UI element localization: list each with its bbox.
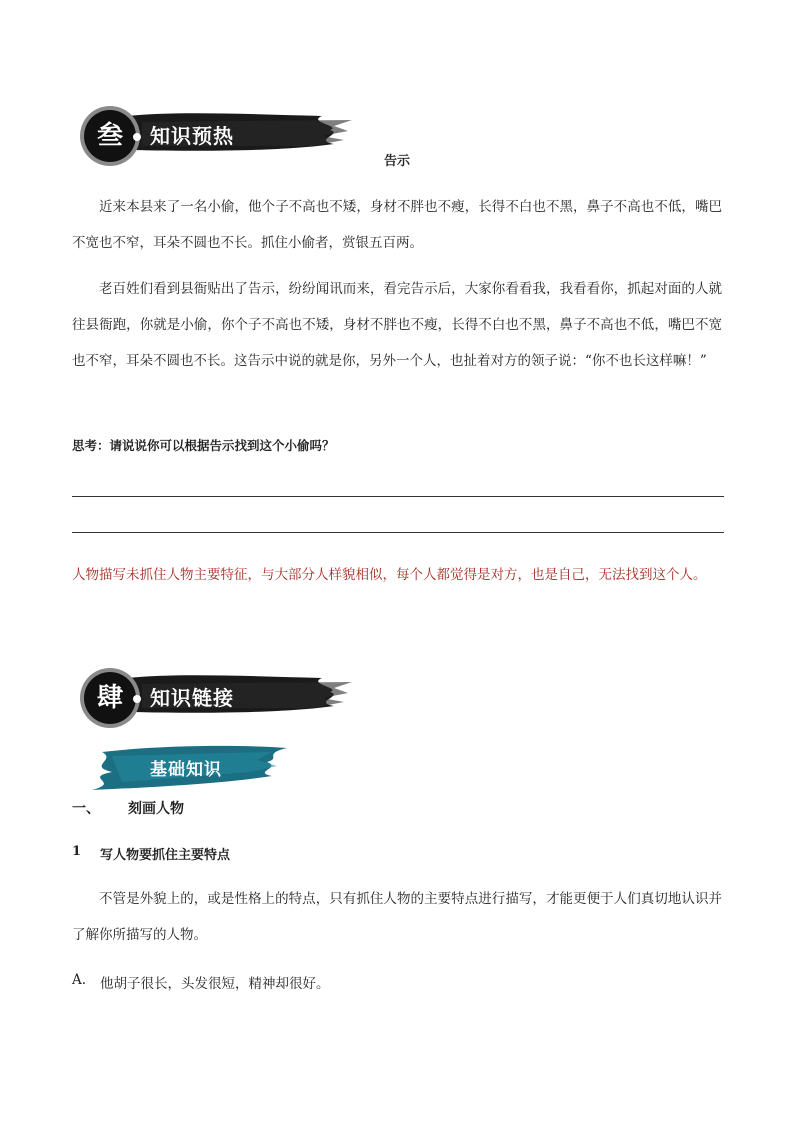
- section-number: 肆: [96, 683, 123, 713]
- heading-number: 1: [72, 844, 82, 859]
- section-title: 知识预热: [150, 124, 234, 148]
- option-text: 他胡子很长，头发很短，精神却很好。: [100, 976, 330, 992]
- section-banner-4: [72, 662, 352, 732]
- basic-knowledge-label: 基础知识: [150, 760, 222, 780]
- answer-line-2: [72, 532, 724, 533]
- answer-text: 人物描写未抓住人物主要特征，与大部分人样貌相似，每个人都觉得是对方，也是自己，无法找到这个人。: [72, 567, 707, 583]
- section-title: 知识链接: [150, 686, 234, 710]
- notice-paragraph-1: 近来本县来了一名小偷，他个子不高也不矮，身材不胖也不瘦，长得不白也不黑，鼻子不高也不低，嘴巴不宽也不窄，耳朵不圆也不长。抓住小偷者，赏银五百两。: [72, 199, 722, 251]
- notice-paragraph-2: 老百姓们看到县衙贴出了告示，纷纷闻讯而来，看完告示后，大家你看看我，我看看你，抓起对面的人就往县衙跑，你就是小偷，你个子不高也不矮，身材不胖也不瘦，长得不白也不黑，鼻子不高也不低，嘴巴不宽也不窄，耳朵不圆也不长。这告示中说的就是你，另外一个人，也扯着对方的领子说：“你不也长这样嘛！”: [72, 281, 722, 369]
- heading-level-2: [72, 844, 231, 863]
- option-label: A.: [72, 972, 87, 988]
- heading-text: 写人物要抓住主要特点: [100, 848, 231, 863]
- basic-knowledge-banner: [82, 742, 292, 794]
- section-number: 叁: [96, 121, 123, 151]
- think-question: 思考：请说说你可以根据告示找到这个小偷吗？: [72, 438, 335, 453]
- option-a: [72, 972, 330, 992]
- banner-dot: [133, 695, 141, 703]
- answer-line-1: [72, 496, 724, 497]
- notice-title: 告示: [384, 154, 411, 169]
- heading-text: 刻画人物: [128, 801, 184, 817]
- heading-level-1: [72, 798, 184, 818]
- section-banner-3: [72, 100, 352, 170]
- body-paragraph: 不管是外貌上的，或是性格上的特点，只有抓住人物的主要特点进行描写，才能更便于人们真切地认识并了解你所描写的人物。: [72, 891, 722, 943]
- heading-number: 一、: [72, 801, 100, 817]
- banner-dot: [133, 133, 141, 141]
